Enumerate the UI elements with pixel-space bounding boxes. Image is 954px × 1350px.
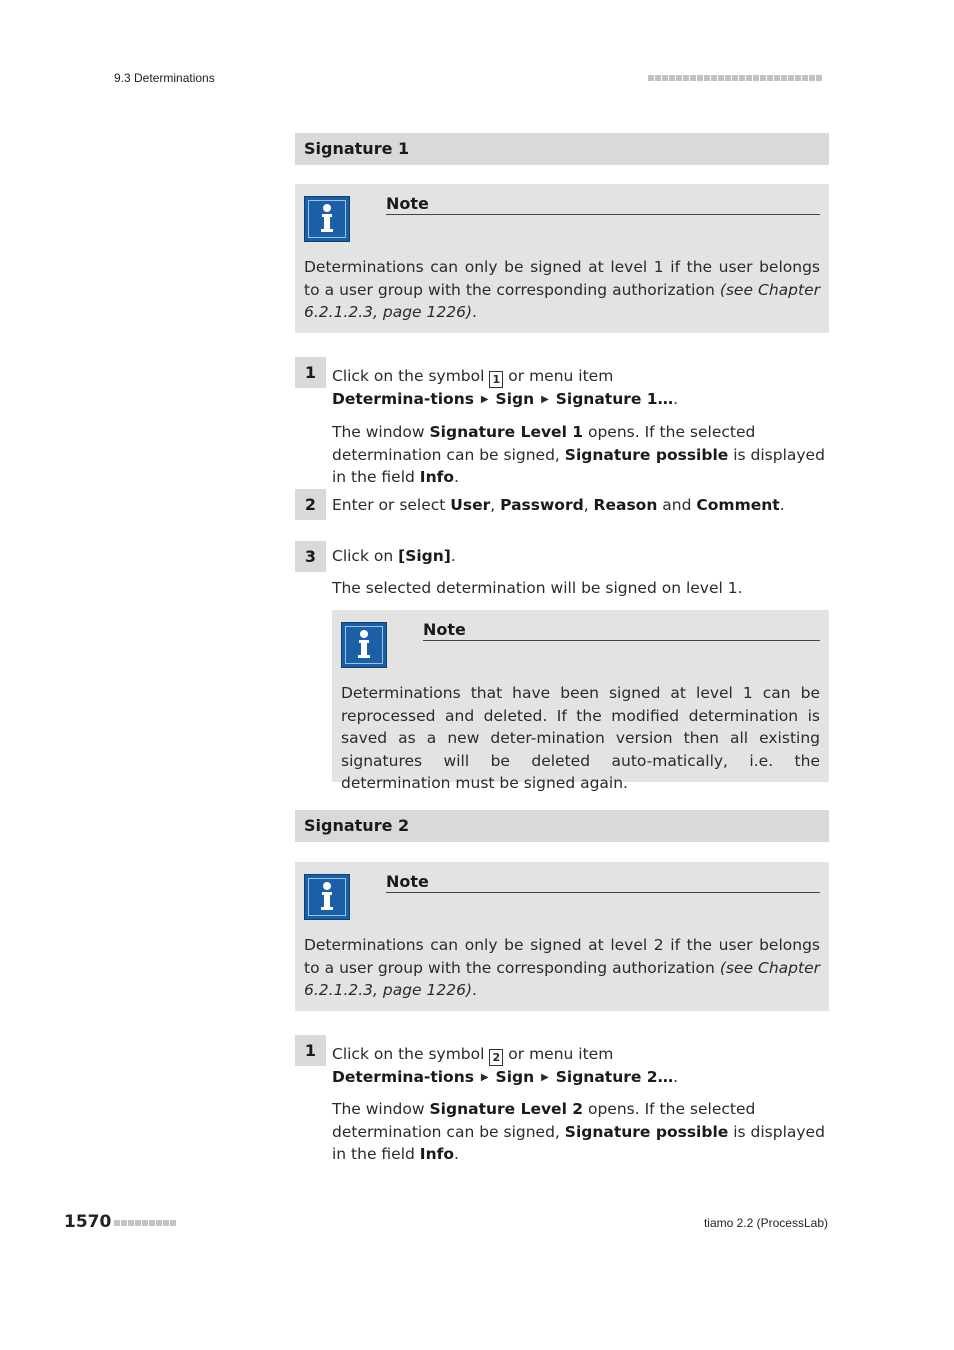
note-title: Note [423,620,820,641]
info-icon [304,196,350,242]
running-header: 9.3 Determinations [114,71,215,85]
step-number: 1 [295,357,326,388]
signature-level-2-icon: 2 [489,1049,503,1066]
note-text: Determinations can only be signed at level 1 if the user belongs to a user group with the corresponding authorization (see Chapter 6.2.1.2.3, page 1226). [304,258,820,321]
note-box [332,610,829,792]
header-decoration [648,75,822,81]
step-instruction: Click on the symbol 1 or menu item Determina-tions ▶ Sign ▶ Signature 1…. [332,367,679,408]
step-instruction: Click on [Sign]. [332,547,456,565]
step-number: 3 [295,541,326,572]
step-result: The window Signature Level 2 opens. If the selected determination can be signed, Signature possible is displayed in the field Info. [332,1100,825,1163]
step-number: 1 [295,1035,326,1066]
note-title: Note [386,872,820,893]
step-number: 2 [295,489,326,520]
section-heading-signature-2: Signature 2 [295,810,829,842]
step-instruction: Enter or select User, Password, Reason and Comment. [332,496,785,514]
note-text: Determinations that have been signed at level 1 can be reprocessed and deleted. If the modified determination is saved as a new deter-mination version then all existing signatures will be deleted auto-matically, i.e. the determination must be signed again. [341,684,820,792]
step-result: The window Signature Level 1 opens. If the selected determination can be signed, Signature possible is displayed in the field Info. [332,423,825,486]
note-box [295,184,829,333]
footer-decoration [114,1220,176,1226]
section-heading-signature-1: Signature 1 [295,133,829,165]
info-icon [341,622,387,668]
note-text: Determinations can only be signed at level 2 if the user belongs to a user group with the corresponding authorization (see Chapter 6.2.1.2.3, page 1226). [304,936,820,999]
step-result: The selected determination will be signed on level 1. [332,579,743,597]
page-number: 1570 [64,1212,112,1232]
signature-level-1-icon: 1 [489,371,503,388]
product-name: tiamo 2.2 (ProcessLab) [703,1216,828,1230]
note-title: Note [386,194,820,215]
info-icon [304,874,350,920]
step-instruction: Click on the symbol 2 or menu item Determina-tions ▶ Sign ▶ Signature 2…. [332,1045,679,1086]
note-box [295,862,829,1011]
